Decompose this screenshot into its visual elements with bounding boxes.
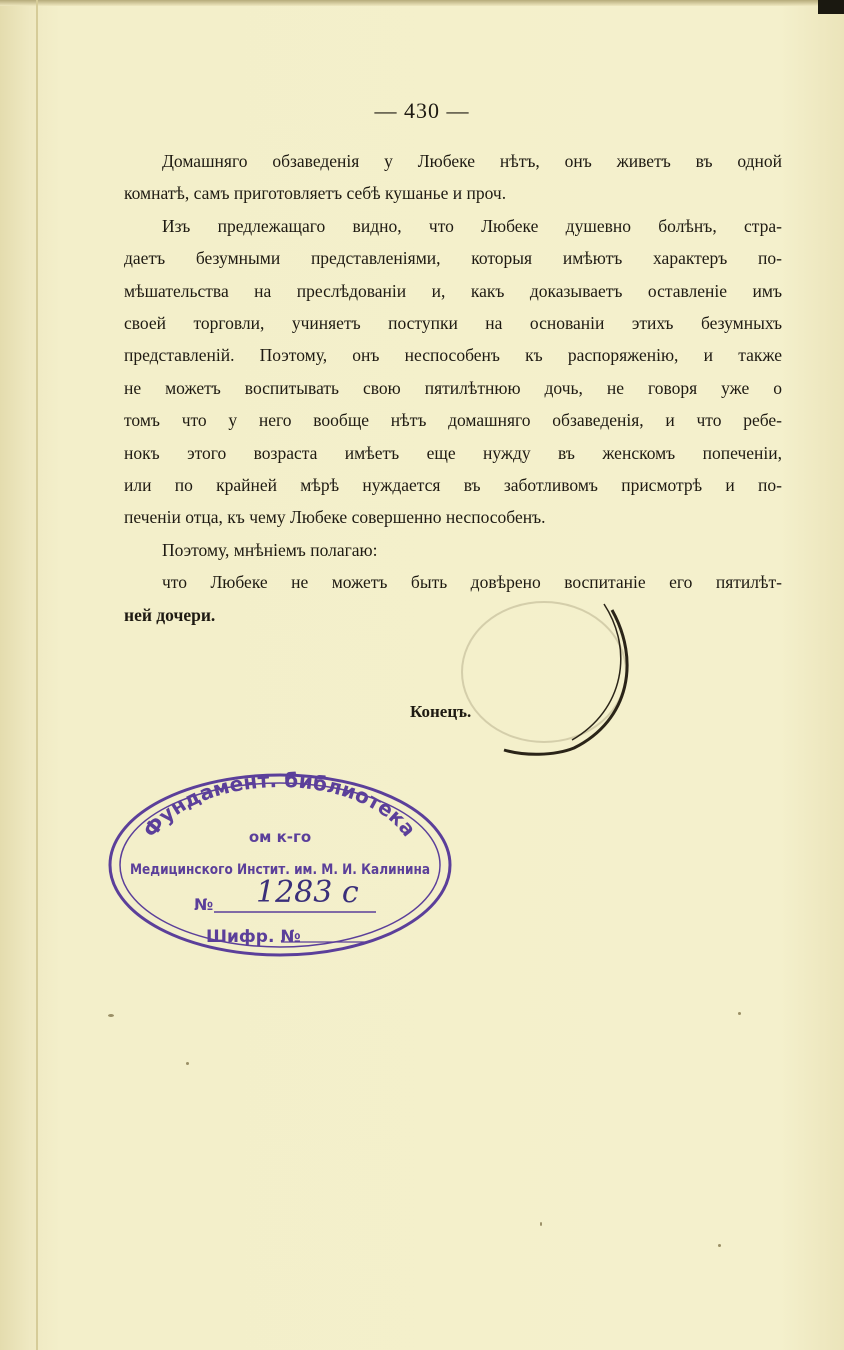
stamp-line1: ом к-го bbox=[248, 828, 312, 846]
paper-speck bbox=[540, 1222, 542, 1226]
text-line: нокъ этого возраста имѣетъ еще нужду въ женскомъ попеченіи, bbox=[124, 442, 782, 463]
stamp-number-label: № bbox=[194, 895, 214, 914]
stamp-cipher-label: Шифр. № bbox=[206, 927, 301, 947]
page-top-shadow bbox=[0, 0, 844, 6]
text-line: или по крайней мѣрѣ нуждается въ заботливомъ присмотрѣ и по- bbox=[124, 475, 782, 496]
stamp-number-value: 1283 с bbox=[256, 875, 359, 910]
text-line: не можетъ воспитывать свою пятилѣтнюю дочь, не говоря уже о bbox=[124, 377, 782, 398]
text-line: своей торговли, учиняетъ поступки на основаніи этихъ безумныхъ bbox=[124, 313, 782, 334]
faint-round-stamp bbox=[444, 590, 634, 760]
body-text bbox=[124, 145, 782, 631]
text-line: комнатѣ, самъ приготовляетъ себѣ кушанье и проч. bbox=[124, 183, 507, 204]
text-line: Поэтому, мнѣніемъ полагаю: bbox=[162, 539, 378, 560]
text-line: даетъ безумными представленіями, которыя имѣютъ характеръ по- bbox=[124, 248, 782, 269]
stamp-line2: Медицинского Инстит. им. М. И. Калинина bbox=[130, 862, 430, 878]
page-number: — 430 — bbox=[374, 98, 470, 123]
text-line: что Любеке не можетъ быть довѣрено воспитаніе его пятилѣт- bbox=[162, 572, 782, 593]
scan-corner-shadow bbox=[818, 0, 844, 14]
text-line: печеніи отца, къ чему Любеке совершенно неспособенъ. bbox=[124, 507, 546, 528]
library-stamp bbox=[106, 770, 454, 960]
text-line: томъ что у него вообще нѣтъ домашняго обзаведенія, и что ребе- bbox=[124, 410, 782, 431]
text-line: Домашняго обзаведенія у Любеке нѣтъ, онъ живетъ въ одной bbox=[162, 151, 782, 171]
stamp-top-arc: Фундамент. библиотека bbox=[138, 770, 421, 843]
paper-speck bbox=[108, 1014, 114, 1017]
text-line: представленій. Поэтому, онъ неспособенъ къ распоряженію, и также bbox=[124, 345, 782, 366]
text-line: мѣшательства на преслѣдованіи и, какъ доказываетъ оставленіе имъ bbox=[124, 280, 782, 301]
closing-word: Конецъ. bbox=[410, 702, 472, 721]
paper-speck bbox=[718, 1244, 721, 1247]
text-line: ней дочери. bbox=[124, 604, 216, 625]
page-left-fold bbox=[36, 0, 38, 1350]
text-line: Изъ предлежащаго видно, что Любеке душевно болѣнъ, стра- bbox=[162, 215, 782, 236]
paper-speck bbox=[186, 1062, 189, 1065]
paper-speck bbox=[738, 1012, 741, 1015]
